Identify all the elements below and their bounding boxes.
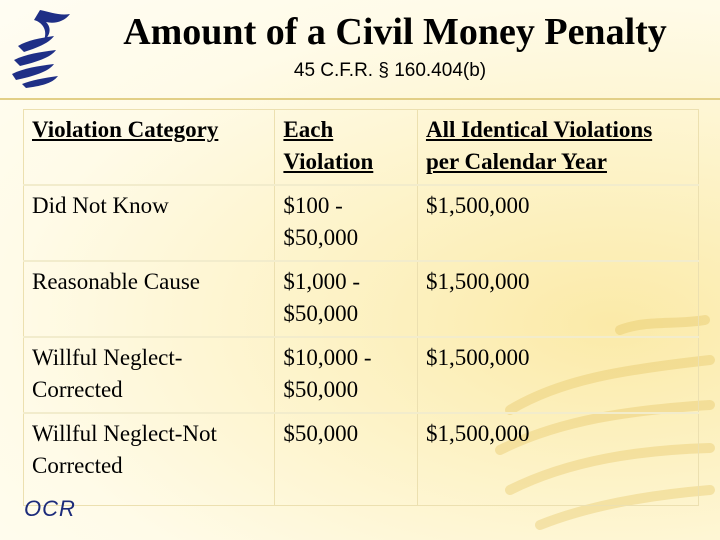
column-header-category: Violation Category (24, 110, 275, 186)
each-violation-cell: $50,000 (275, 413, 418, 505)
table-row (24, 261, 699, 337)
ocr-footer-label: OCR (24, 496, 76, 521)
each-violation-cell: $100 - $50,000 (275, 185, 418, 261)
each-violation-cell: $1,000 - $50,000 (275, 261, 418, 337)
table-row (24, 337, 699, 413)
category-cell: Reasonable Cause (24, 261, 275, 337)
header-divider (0, 98, 720, 100)
citation: 45 C.F.R. § 160.404(b) (293, 60, 487, 81)
column-header-each-violation: Each Violation (275, 110, 418, 186)
table-row (24, 413, 699, 505)
annual-cap-cell: $1,500,000 (417, 185, 698, 261)
page-title: Amount of a Civil Money Penalty (123, 11, 667, 53)
penalty-table (23, 109, 699, 506)
category-cell: Did Not Know (24, 185, 275, 261)
category-cell: Willful Neglect-Corrected (24, 337, 275, 413)
annual-cap-cell: $1,500,000 (417, 337, 698, 413)
annual-cap-cell: $1,500,000 (417, 413, 698, 505)
column-header-annual-cap: All Identical Violations per Calendar Year (417, 110, 698, 186)
category-cell: Willful Neglect-Not Corrected (24, 413, 275, 505)
annual-cap-cell: $1,500,000 (417, 261, 698, 337)
table-row (24, 185, 699, 261)
table-header-row (24, 110, 699, 186)
each-violation-cell: $10,000 - $50,000 (275, 337, 418, 413)
